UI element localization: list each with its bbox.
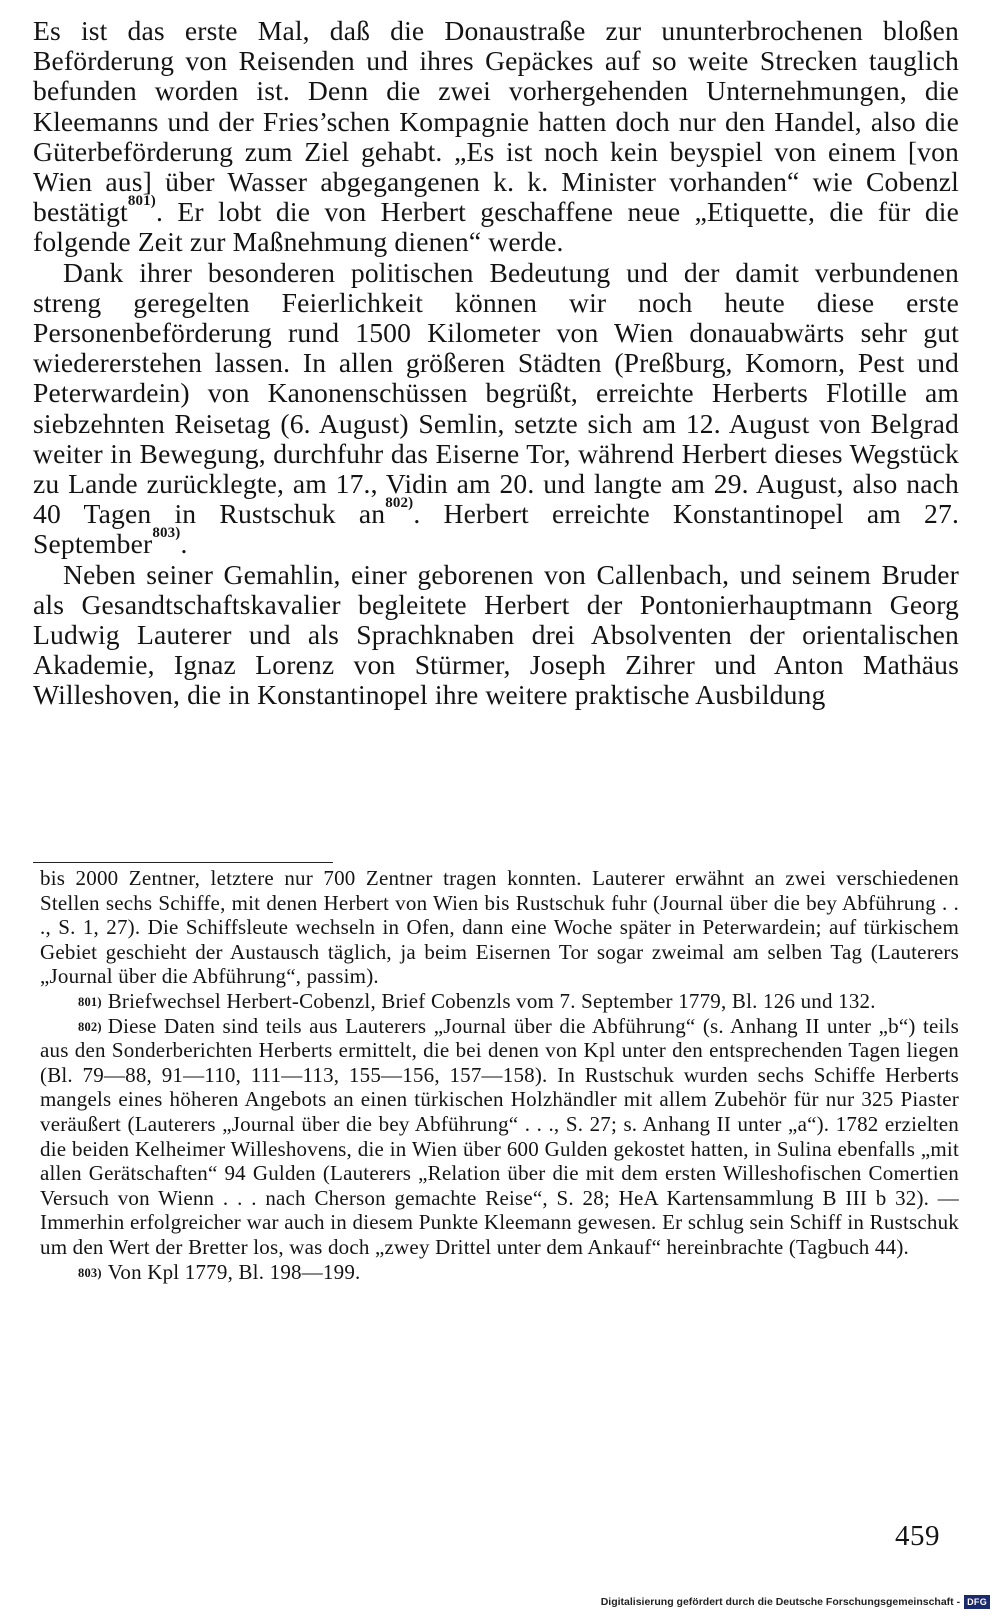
footnote-ref-801: 801) bbox=[127, 193, 156, 210]
paragraph-3: Neben seiner Gemahlin, einer geborenen von Callenbach, und seinem Bruder als Gesandtschaftskavalier begleitete Herbert der Pontonierhauptmann Georg Ludwig Lauterer und als Sprachknaben drei Absolventen der orientalischen Akademie, Ignaz Lorenz von Stürmer, Joseph Zihrer und Anton Mathäus Willeshoven, die in Konstantinopel ihre weitere praktische Ausbildung bbox=[33, 558, 959, 711]
footnote-ref-803: 803) bbox=[152, 525, 181, 542]
footnotes bbox=[40, 866, 959, 1284]
footnote-802 bbox=[40, 1014, 959, 1260]
footnote-802-text: Diese Daten sind teils aus Lauterers „Journal über die Abführung“ (s. Anhang II unter „b“) teils aus den Sonderberichten Herberts ermittelt, die bei denen von Kpl unter den entsprechenden Tagen liegen (Bl. 79—88, 91—110, 111—113, 155—156, 157—158). In Rustschuk wurden sechs Schiffe Herberts mangels eines höheren Angebots an einen türkischen Holzhändler mit allem Zubehör für nur 325 Piaster veräußert (Lauterers „Journal über die bey Abführung“ . . ., S. 27; s. Anhang II unter „a“). 1782 erzielten die beiden Kelheimer Willeshovens, die in Wien über 600 Gulden gekostet hatten, in Sulina ebenfalls „mit allen Gerätschaften“ 94 Gulden (Lauterers „Relation über die mit dem ersten Willeshofischen Comertien Versuch von Wienn . . . nach Cherson gemachte Reise“, S. 28; HeA Kartensammlung B III b 32). — Immerhin erfolgreicher war auch in diesem Punkte Kleemann gewesen. Er schlug sein Schiff in Rustschuk um den Wert der Bretter los, was doch „zwey Drittel unter dem Ankauf“ hereinbrachte (Tagbuch 44). bbox=[40, 1013, 959, 1259]
footnote-802-number: 802) bbox=[78, 1019, 102, 1034]
footnote-ref-802: 802) bbox=[385, 495, 414, 512]
paragraph-2 bbox=[33, 258, 959, 560]
footnote-continuation: bis 2000 Zentner, letztere nur 700 Zentner tragen konnten. Lauterer erwähnt an zwei verschiedenen Stellen sechs Schiffe, mit denen Herbert von Wien bis Rustschuk fuhr (Journal über die bey Abführung . . ., S. 1, 27). Die Schiffsleute wechseln in Ofen, dann eine Woche später in Peterwardein; auf türkischem Gebiet geschieht der Austausch täglich, ja beim Eisernen Tor sogar zweimal am selben Tag (Lauterers „Journal über die Abführung“, passim). bbox=[40, 866, 959, 989]
footnote-801-number: 801) bbox=[78, 994, 102, 1009]
footnote-separator bbox=[33, 862, 333, 863]
paragraph-2-text-a: Dank ihrer besonderen politischen Bedeutung und der damit verbundenen streng geregelten Feierlichkeit können wir noch heute diese erste Personenbeförderung rund 1500 Kilometer von Wien donauabwärts sehr gut wiedererstehen lassen. In allen größeren Städten (Preßburg, Komorn, Pest und Peterwardein) von Kanonenschüssen begrüßt, erreichte Herberts Flotille am siebzehnten Reisetag (6. August) Semlin, setzte sich am 12. August von Belgrad weiter in Bewegung, durchfuhr das Eiserne Tor, während Herbert dieses Wegstück zu Lande zurücklegte, am 17., Vidin am 20. und langte am 29. August, also nach 40 Tagen in Rustschuk an bbox=[33, 256, 959, 530]
footnote-803-text: Von Kpl 1779, Bl. 198—199. bbox=[107, 1259, 361, 1284]
footnote-801 bbox=[40, 989, 959, 1014]
page-number: 459 bbox=[895, 1520, 940, 1552]
main-text bbox=[33, 16, 959, 711]
digitization-footer bbox=[601, 1594, 990, 1610]
paragraph-1-text-a: Es ist das erste Mal, daß die Donaustraße zur ununterbrochenen bloßen Beförderung von Reisenden und ihres Gepäckes auf so weite Strecken tauglich befunden worden ist. Denn die zwei vorhergehenden Unternehmungen, die Kleemanns und der Fries’schen Kompagnie hatten doch nur den Handel, also die Güterbeförderung zum Ziel gehabt. „Es ist noch kein beyspiel von einem [von Wien aus] über Wasser abgegangenen k. k. Minister vorhanden“ wie Cobenzl bestätigt bbox=[33, 15, 959, 228]
paragraph-2-text-b: . Herbert erreichte Konstantinopel am 27. September bbox=[33, 498, 959, 560]
paragraph-1 bbox=[33, 16, 959, 258]
dfg-logo-icon: DFG bbox=[964, 1595, 990, 1609]
footnote-803 bbox=[40, 1260, 959, 1285]
footer-text: Digitalisierung gefördert durch die Deutsche Forschungsgemeinschaft - bbox=[600, 1596, 961, 1608]
paragraph-2-text-c: . bbox=[180, 528, 188, 560]
footnote-803-number: 803) bbox=[78, 1265, 102, 1280]
footnote-801-text: Briefwechsel Herbert-Cobenzl, Brief Cobenzls vom 7. September 1779, Bl. 126 und 132. bbox=[107, 988, 876, 1013]
paragraph-1-text-b: . Er lobt die von Herbert geschaffene neue „Etiquette, die für die folgende Zeit zur Maßnehmung dienen“ werde. bbox=[33, 196, 959, 258]
